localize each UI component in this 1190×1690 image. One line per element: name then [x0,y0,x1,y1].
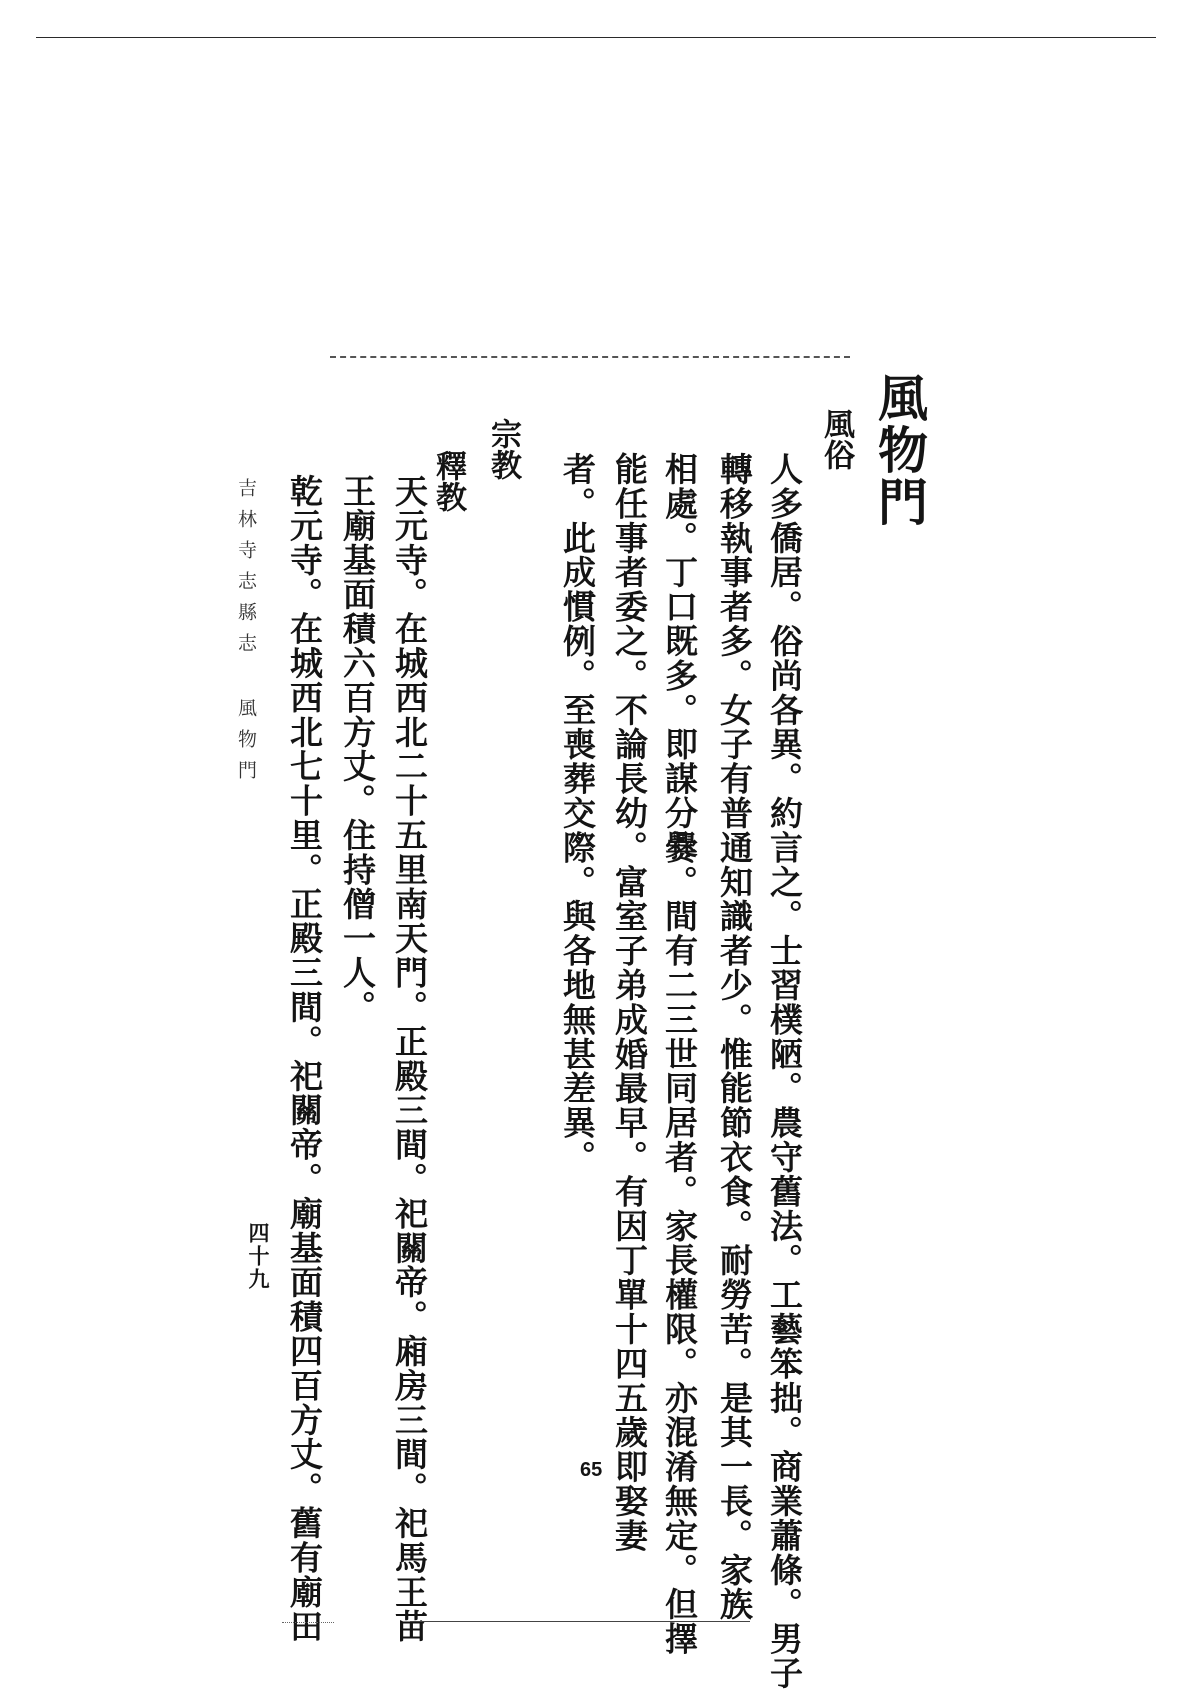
buddhism-text-column-2: 王廟基面積六百方丈。住持僧一人。 [338,474,377,1025]
heading-religion: 宗教 [485,418,521,480]
heading-buddhism: 釋教 [430,450,466,512]
bottom-border-line [410,1621,750,1622]
buddhism-text-column-1: 天元寺。在城西北二十五里南天門。正殿三間。祀關帝。廂房三間。祀馬王苗 [390,474,429,1644]
section-title: 風物門 [870,372,929,528]
leaf-number: 四十九 [246,1222,271,1291]
top-border-line [36,37,1156,38]
customs-text-column-2: 轉移執事者多。女子有普通知識者少。惟能節衣食。耐勞苦。是其一長。家族 [715,452,754,1622]
customs-text-column-4: 能任事者委之。不論長幼。富室子弟成婚最早。有因丁單十四五歲即娶妻 [610,452,649,1553]
bottom-mark-small [282,1622,334,1623]
running-head: 吉林寺志縣志 風物門 [235,478,257,791]
customs-text-column-3: 相處。丁口既多。即謀分爨。間有二三世同居者。家長權限。亦混淆無定。但擇 [660,452,699,1656]
customs-text-column-1: 人多僑居。俗尚各異。約言之。士習樸陋。農守舊法。工藝笨拙。商業蕭條。男子 [765,452,804,1690]
header-rule [330,356,850,358]
buddhism-text-column-3: 乾元寺。在城西北七十里。正殿三間。祀關帝。廟基面積四百方丈。舊有廟田 [285,474,324,1644]
page-number: 65 [580,1459,603,1481]
heading-customs: 風俗 [818,408,854,470]
customs-text-column-5: 者。此成慣例。至喪葬交際。與各地無甚差異。 [558,452,597,1175]
